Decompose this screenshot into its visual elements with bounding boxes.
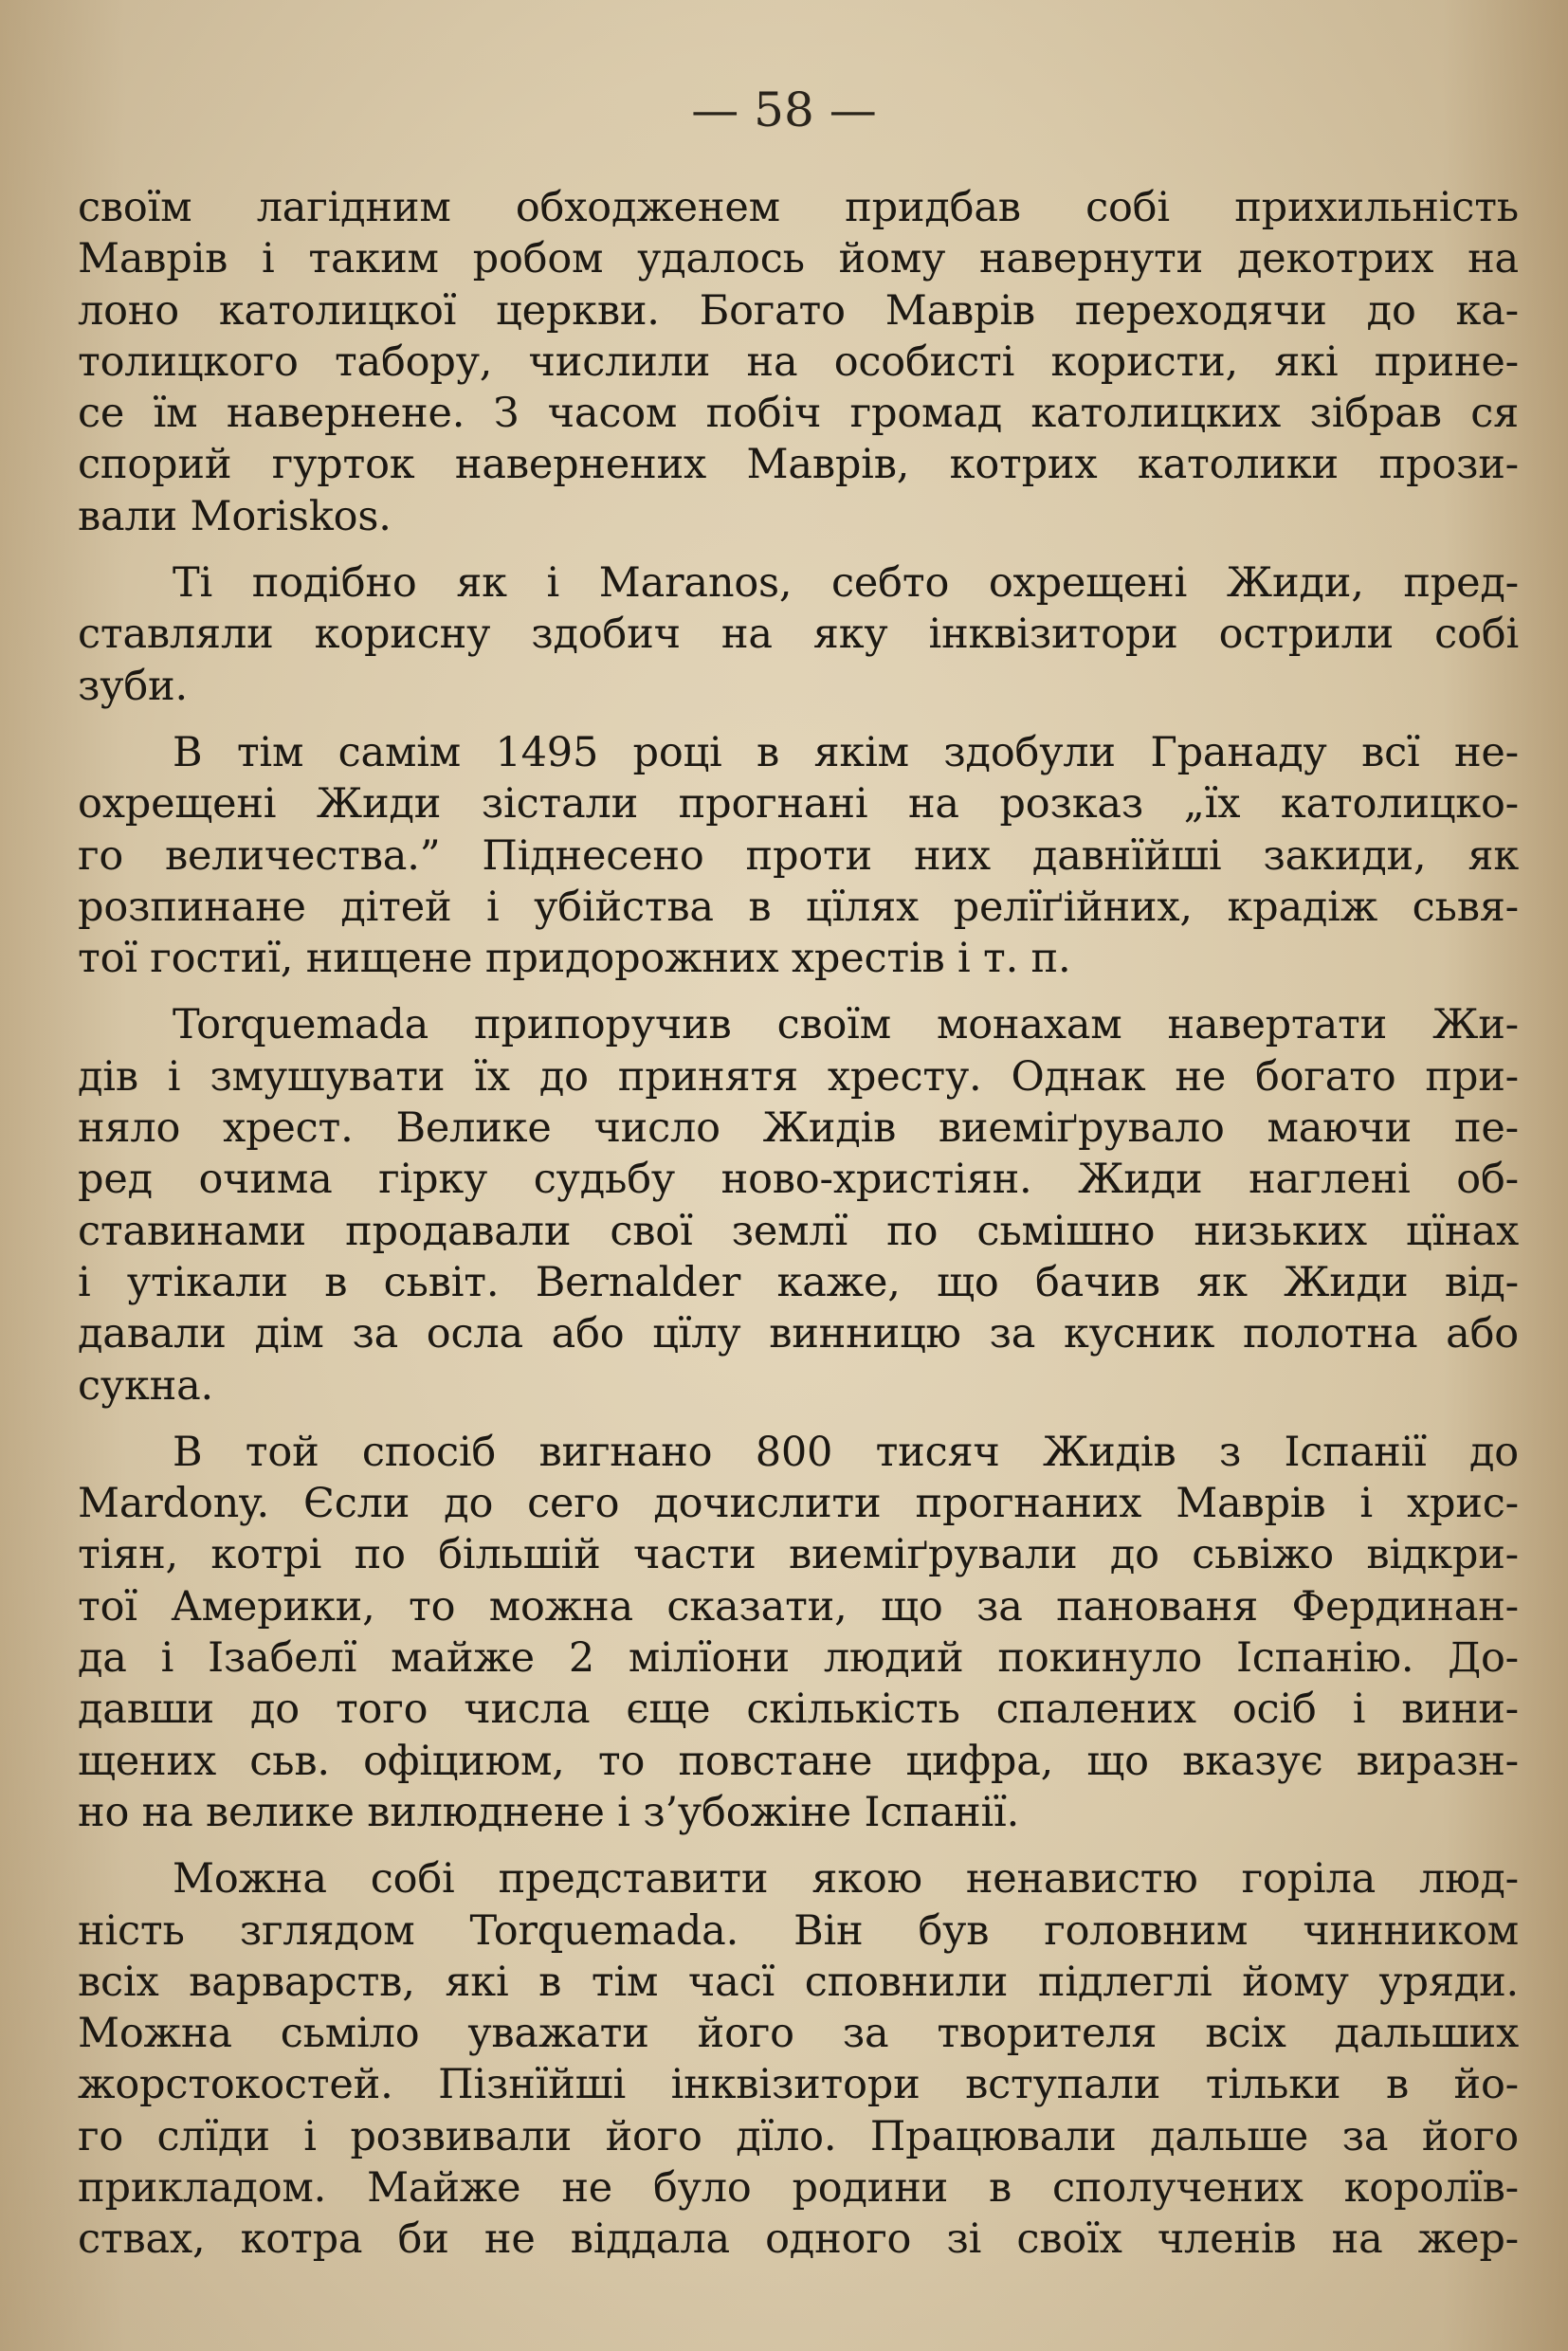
text-line: прикладом. Майже не було родини в сполучених королїв- xyxy=(78,2163,1519,2212)
paragraph-5 xyxy=(78,1427,1519,1838)
text-line: В тім самім 1495 році в якім здобули Гранаду всї не- xyxy=(173,728,1519,776)
text-line: зуби. xyxy=(78,662,188,710)
paragraph-1 xyxy=(78,182,1519,542)
paragraph-4 xyxy=(78,999,1519,1411)
text-line: давали дім за осла або цїлу винницю за кусник полотна або xyxy=(78,1310,1519,1358)
text-line: толицкого табору, числили на особисті користи, які прине- xyxy=(78,337,1519,386)
text-line: но на велике вилюднене і з’убожіне Іспанії. xyxy=(78,1788,1020,1836)
text-line: всіх варварств, які в тім часї сповнили підлеглі йому уряди. xyxy=(78,1958,1519,2006)
text-line: тої гостиї, нищене придорожних хрестів і т. п. xyxy=(78,935,1071,983)
paragraph-6 xyxy=(78,1853,1519,2265)
text-line: жорстокостей. Пізнїйші інквізитори вступали тільки в йо- xyxy=(78,2061,1519,2109)
text-line: щених сьв. офіциюм, то повстане цифра, що вказує виразн- xyxy=(78,1737,1519,1785)
text-line: тої Америки, то можна сказати, що за панованя Фердинан- xyxy=(78,1582,1519,1631)
text-line: го величества.” Піднесено проти них давнїйші закиди, як xyxy=(78,831,1519,880)
text-line: се їм навернене. З часом побіч громад католицких зібрав ся xyxy=(78,390,1519,438)
text-line: дів і змушувати їх до принятя хресту. Однак не богато при- xyxy=(78,1052,1519,1101)
text-line: і утікали в сьвіт. Bernalder каже, що бачив як Жиди від- xyxy=(78,1258,1519,1306)
text-line: спорий гурток навернених Маврів, котрих католики прози- xyxy=(78,441,1519,489)
text-line: лоно католицкої церкви. Богато Маврів переходячи до ка- xyxy=(78,286,1519,335)
body-text xyxy=(78,182,1519,2266)
text-line: Ті подібно як і Maranos, себто охрещені Жиди, пред- xyxy=(173,559,1519,608)
text-line: ставляли корисну здобич на яку інквізитори острили собі xyxy=(78,611,1519,659)
text-line: ред очима гірку судьбу ново-христіян. Жиди наглені об- xyxy=(78,1156,1519,1204)
text-line: сукна. xyxy=(78,1361,214,1410)
paragraph-2 xyxy=(78,557,1519,712)
text-line: розпинане дітей і убійства в цїлях релїґійних, крадіж сьвя- xyxy=(78,883,1519,931)
text-line: давши до того числа єще скількість спалених осіб і вини- xyxy=(78,1686,1519,1734)
text-line: Mardony. Єсли до сего дочислити прогнаних Маврів і хрис- xyxy=(78,1480,1519,1528)
text-line: своїм лагідним обходженем придбав собі прихильність xyxy=(78,184,1519,231)
text-line: тіян, котрі по більшій части виеміґрували до сьвіжо відкри- xyxy=(78,1531,1519,1579)
paragraph-3 xyxy=(78,727,1519,984)
text-line: няло хрест. Велике число Жидів виеміґрувало маючи пе- xyxy=(78,1104,1519,1153)
text-line: охрещені Жиди зістали прогнані на розказ „їх католицко- xyxy=(78,780,1519,829)
text-line: ність зглядом Torquemada. Він був головним чинником xyxy=(78,1906,1519,1955)
text-line: Torquemada припоручив своїм монахам навертати Жи- xyxy=(173,1001,1519,1049)
text-line: ствах, котра би не віддала одного зі своїх членів на жер- xyxy=(78,2215,1519,2264)
text-line: го слїди і розвивали його дїло. Працювали дальше за його xyxy=(78,2112,1519,2160)
text-line: Можна собі представити якою ненавистю горіла люд- xyxy=(173,1855,1519,1904)
text-line: ставинами продавали свої землї по сьмішно низьких цїнах xyxy=(78,1207,1519,1255)
text-line: Маврів і таким робом удалось йому навернути декотрих на xyxy=(78,235,1519,283)
text-line: В той спосіб вигнано 800 тисяч Жидів з Іспанії до xyxy=(173,1428,1519,1476)
page-number: — 58 — xyxy=(691,82,877,137)
text-line: вали Moriskos. xyxy=(78,492,392,540)
text-line: Можна сьміло уважати його за творителя всіх дальших xyxy=(78,2010,1519,2058)
text-line: да і Ізабелї майже 2 мілїони людий покинуло Іспанію. До- xyxy=(78,1634,1519,1683)
